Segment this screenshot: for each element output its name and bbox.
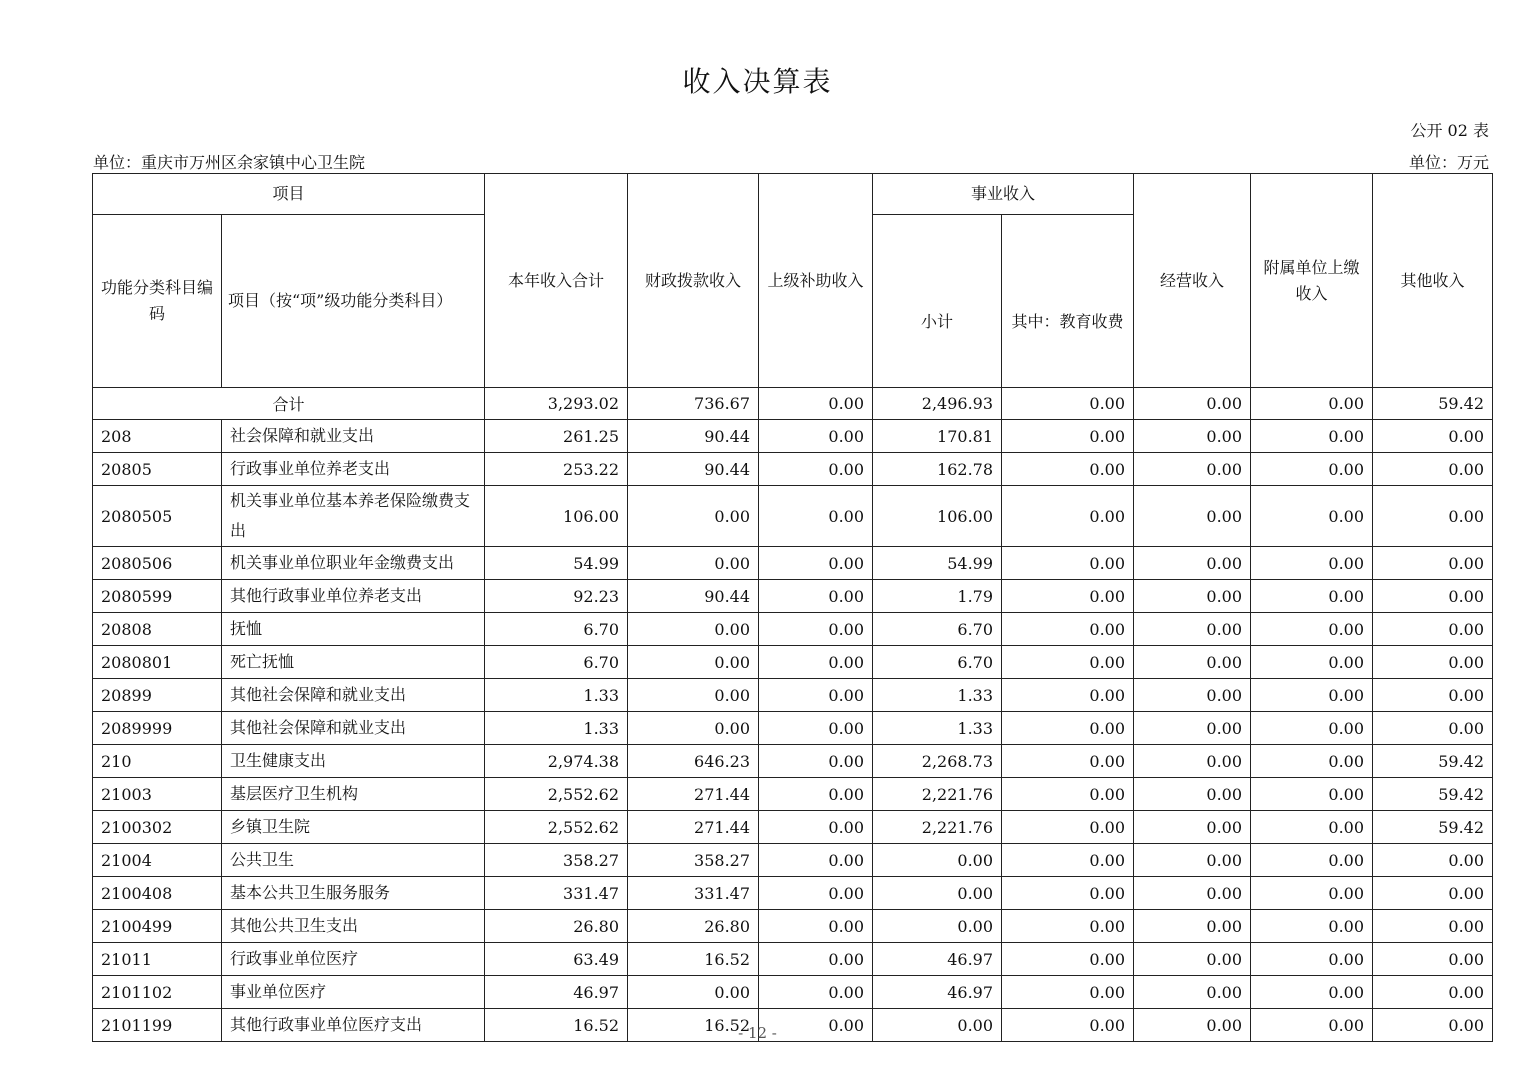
row-value: 271.44 <box>628 778 759 811</box>
row-code: 2080505 <box>93 486 222 547</box>
header-affiliated-income: 附属单位上缴收入 <box>1251 174 1373 388</box>
row-value: 0.00 <box>1002 910 1134 943</box>
row-value: 54.99 <box>485 547 628 580</box>
row-value: 0.00 <box>1002 943 1134 976</box>
form-number: 公开 02 表 <box>1410 121 1489 140</box>
table-row <box>93 486 1493 547</box>
total-cell: 3,293.02 <box>485 388 628 420</box>
header-subtotal: 小计 <box>873 215 1002 388</box>
row-value: 0.00 <box>1134 712 1251 745</box>
header-operating-income: 经营收入 <box>1134 174 1251 388</box>
row-value: 0.00 <box>1251 453 1373 486</box>
row-code: 20808 <box>93 613 222 646</box>
row-value: 1.33 <box>485 712 628 745</box>
total-cell: 0.00 <box>759 388 873 420</box>
row-value: 0.00 <box>1134 613 1251 646</box>
header-business-income: 事业收入 <box>873 174 1134 215</box>
row-name: 行政事业单位养老支出 <box>222 453 485 486</box>
total-cell: 736.67 <box>628 388 759 420</box>
row-value: 0.00 <box>1251 712 1373 745</box>
table-row <box>93 547 1493 580</box>
row-value: 0.00 <box>1373 453 1493 486</box>
row-value: 0.00 <box>873 1009 1002 1042</box>
row-value: 0.00 <box>1002 811 1134 844</box>
row-value: 0.00 <box>628 646 759 679</box>
row-value: 1.79 <box>873 580 1002 613</box>
row-name: 其他行政事业单位养老支出 <box>222 580 485 613</box>
row-name: 基本公共卫生服务服务 <box>222 877 485 910</box>
row-value: 0.00 <box>1251 910 1373 943</box>
total-cell: 2,496.93 <box>873 388 1002 420</box>
row-value: 0.00 <box>759 646 873 679</box>
row-code: 2080801 <box>93 646 222 679</box>
row-value: 0.00 <box>1251 646 1373 679</box>
table-row <box>93 778 1493 811</box>
table-row <box>93 976 1493 1009</box>
row-value: 0.00 <box>628 486 759 547</box>
row-value: 0.00 <box>1373 910 1493 943</box>
row-value: 90.44 <box>628 453 759 486</box>
row-value: 0.00 <box>1251 844 1373 877</box>
row-value: 0.00 <box>1373 580 1493 613</box>
row-value: 0.00 <box>1134 547 1251 580</box>
row-value: 46.97 <box>873 976 1002 1009</box>
row-value: 106.00 <box>485 486 628 547</box>
row-value: 0.00 <box>1002 976 1134 1009</box>
total-cell: 59.42 <box>1373 388 1493 420</box>
row-code: 2089999 <box>93 712 222 745</box>
row-value: 0.00 <box>1251 486 1373 547</box>
row-value: 0.00 <box>1251 1009 1373 1042</box>
row-value: 6.70 <box>485 646 628 679</box>
page-number: - 12 - <box>738 1024 777 1042</box>
table-body <box>93 420 1493 1042</box>
row-code: 2080506 <box>93 547 222 580</box>
table-row <box>93 580 1493 613</box>
header-row-1 <box>93 174 1493 215</box>
total-cell: 0.00 <box>1002 388 1134 420</box>
row-value: 0.00 <box>1251 547 1373 580</box>
row-value: 0.00 <box>873 910 1002 943</box>
header-item-name: 项目（按“项”级功能分类科目） <box>222 215 485 388</box>
row-value: 0.00 <box>1251 943 1373 976</box>
row-value: 331.47 <box>485 877 628 910</box>
table-row <box>93 613 1493 646</box>
table-row <box>93 646 1493 679</box>
row-value: 0.00 <box>1134 420 1251 453</box>
row-value: 0.00 <box>759 778 873 811</box>
row-value: 1.33 <box>873 712 1002 745</box>
row-value: 0.00 <box>1251 613 1373 646</box>
row-value: 0.00 <box>1134 646 1251 679</box>
row-value: 0.00 <box>1373 679 1493 712</box>
row-value: 0.00 <box>1134 679 1251 712</box>
row-value: 0.00 <box>759 486 873 547</box>
row-value: 0.00 <box>759 679 873 712</box>
row-value: 59.42 <box>1373 811 1493 844</box>
row-value: 6.70 <box>873 613 1002 646</box>
row-value: 0.00 <box>1251 580 1373 613</box>
row-name: 其他公共卫生支出 <box>222 910 485 943</box>
table-row <box>93 811 1493 844</box>
row-code: 21011 <box>93 943 222 976</box>
row-value: 0.00 <box>759 976 873 1009</box>
row-value: 0.00 <box>628 613 759 646</box>
row-name: 死亡抚恤 <box>222 646 485 679</box>
row-value: 261.25 <box>485 420 628 453</box>
row-value: 0.00 <box>1251 420 1373 453</box>
row-value: 0.00 <box>1251 745 1373 778</box>
row-value: 0.00 <box>759 547 873 580</box>
row-name: 机关事业单位职业年金缴费支出 <box>222 547 485 580</box>
row-name: 乡镇卫生院 <box>222 811 485 844</box>
row-value: 0.00 <box>759 910 873 943</box>
row-name: 其他社会保障和就业支出 <box>222 712 485 745</box>
row-code: 2101199 <box>93 1009 222 1042</box>
row-value: 0.00 <box>1251 976 1373 1009</box>
row-code: 208 <box>93 420 222 453</box>
row-value: 358.27 <box>628 844 759 877</box>
row-value: 59.42 <box>1373 745 1493 778</box>
row-name: 机关事业单位基本养老保险缴费支出 <box>222 486 485 547</box>
row-name: 基层医疗卫生机构 <box>222 778 485 811</box>
row-value: 0.00 <box>759 580 873 613</box>
row-value: 0.00 <box>759 453 873 486</box>
row-value: 0.00 <box>1002 712 1134 745</box>
row-value: 0.00 <box>1002 844 1134 877</box>
row-value: 0.00 <box>1134 1009 1251 1042</box>
row-code: 2101102 <box>93 976 222 1009</box>
row-value: 0.00 <box>873 844 1002 877</box>
table-row <box>93 745 1493 778</box>
row-value: 0.00 <box>1373 486 1493 547</box>
total-cell: 0.00 <box>1134 388 1251 420</box>
header-upper-subsidy: 上级补助收入 <box>759 174 873 388</box>
row-code: 20899 <box>93 679 222 712</box>
table-row <box>93 877 1493 910</box>
row-value: 0.00 <box>1002 1009 1134 1042</box>
row-value: 0.00 <box>759 1009 873 1042</box>
row-value: 0.00 <box>1134 943 1251 976</box>
row-code: 2080599 <box>93 580 222 613</box>
row-value: 59.42 <box>1373 778 1493 811</box>
row-value: 2,221.76 <box>873 778 1002 811</box>
row-value: 2,974.38 <box>485 745 628 778</box>
row-value: 0.00 <box>1373 547 1493 580</box>
row-value: 92.23 <box>485 580 628 613</box>
row-value: 0.00 <box>759 712 873 745</box>
row-value: 2,268.73 <box>873 745 1002 778</box>
header-other-income: 其他收入 <box>1373 174 1493 388</box>
row-value: 6.70 <box>873 646 1002 679</box>
row-value: 0.00 <box>1002 453 1134 486</box>
row-value: 0.00 <box>1373 844 1493 877</box>
row-value: 0.00 <box>1002 877 1134 910</box>
table-row <box>93 420 1493 453</box>
row-name: 事业单位医疗 <box>222 976 485 1009</box>
row-value: 0.00 <box>1002 646 1134 679</box>
row-value: 0.00 <box>873 877 1002 910</box>
row-value: 0.00 <box>1373 976 1493 1009</box>
row-value: 0.00 <box>628 712 759 745</box>
row-name: 社会保障和就业支出 <box>222 420 485 453</box>
row-value: 26.80 <box>485 910 628 943</box>
row-name: 卫生健康支出 <box>222 745 485 778</box>
row-value: 0.00 <box>1002 547 1134 580</box>
header-function-code: 功能分类科目编码 <box>93 215 222 388</box>
total-cell: 0.00 <box>1251 388 1373 420</box>
row-name: 抚恤 <box>222 613 485 646</box>
currency-unit: 单位：万元 <box>1408 153 1489 172</box>
row-value: 0.00 <box>1251 778 1373 811</box>
row-value: 0.00 <box>1002 679 1134 712</box>
row-value: 170.81 <box>873 420 1002 453</box>
row-value: 0.00 <box>1373 613 1493 646</box>
row-code: 20805 <box>93 453 222 486</box>
row-value: 16.52 <box>485 1009 628 1042</box>
row-value: 106.00 <box>873 486 1002 547</box>
row-value: 63.49 <box>485 943 628 976</box>
row-value: 16.52 <box>628 1009 759 1042</box>
row-value: 0.00 <box>1134 745 1251 778</box>
row-value: 2,552.62 <box>485 778 628 811</box>
row-value: 0.00 <box>1134 580 1251 613</box>
income-statement-table <box>92 173 1493 1042</box>
row-value: 0.00 <box>1134 778 1251 811</box>
row-value: 90.44 <box>628 580 759 613</box>
header-project: 项目 <box>93 174 485 215</box>
row-value: 646.23 <box>628 745 759 778</box>
row-name: 其他行政事业单位医疗支出 <box>222 1009 485 1042</box>
row-value: 0.00 <box>1373 712 1493 745</box>
row-value: 0.00 <box>1251 679 1373 712</box>
row-code: 2100408 <box>93 877 222 910</box>
row-name: 行政事业单位医疗 <box>222 943 485 976</box>
row-value: 0.00 <box>1134 453 1251 486</box>
row-value: 0.00 <box>1002 580 1134 613</box>
row-code: 210 <box>93 745 222 778</box>
row-value: 0.00 <box>1134 811 1251 844</box>
row-value: 0.00 <box>1134 976 1251 1009</box>
row-value: 358.27 <box>485 844 628 877</box>
row-value: 0.00 <box>1002 778 1134 811</box>
row-value: 0.00 <box>628 547 759 580</box>
row-value: 271.44 <box>628 811 759 844</box>
row-value: 0.00 <box>1002 613 1134 646</box>
row-value: 46.97 <box>485 976 628 1009</box>
row-value: 6.70 <box>485 613 628 646</box>
row-value: 0.00 <box>628 976 759 1009</box>
row-value: 26.80 <box>628 910 759 943</box>
row-value: 0.00 <box>759 844 873 877</box>
row-value: 1.33 <box>873 679 1002 712</box>
reporting-unit: 单位：重庆市万州区余家镇中心卫生院 <box>93 153 366 172</box>
total-label: 合计 <box>93 388 485 420</box>
row-value: 0.00 <box>759 613 873 646</box>
row-value: 2,552.62 <box>485 811 628 844</box>
table-row <box>93 453 1493 486</box>
row-value: 0.00 <box>1373 943 1493 976</box>
row-code: 21004 <box>93 844 222 877</box>
total-row <box>93 388 1493 420</box>
table-row <box>93 844 1493 877</box>
row-value: 0.00 <box>1373 877 1493 910</box>
row-value: 0.00 <box>1002 420 1134 453</box>
row-value: 90.44 <box>628 420 759 453</box>
row-value: 162.78 <box>873 453 1002 486</box>
row-name: 其他社会保障和就业支出 <box>222 679 485 712</box>
row-value: 0.00 <box>759 420 873 453</box>
table-row <box>93 679 1493 712</box>
table-row <box>93 712 1493 745</box>
row-value: 0.00 <box>628 679 759 712</box>
row-code: 2100302 <box>93 811 222 844</box>
table-row <box>93 943 1493 976</box>
row-value: 0.00 <box>1251 811 1373 844</box>
row-value: 0.00 <box>1002 486 1134 547</box>
row-value: 0.00 <box>759 745 873 778</box>
row-value: 0.00 <box>1134 844 1251 877</box>
header-fiscal-appropriation: 财政拨款收入 <box>628 174 759 388</box>
row-value: 0.00 <box>1251 877 1373 910</box>
row-value: 0.00 <box>759 877 873 910</box>
row-value: 0.00 <box>1373 1009 1493 1042</box>
header-education-fee: 其中：教育收费 <box>1002 215 1134 388</box>
row-value: 2,221.76 <box>873 811 1002 844</box>
row-code: 21003 <box>93 778 222 811</box>
row-value: 331.47 <box>628 877 759 910</box>
row-code: 2100499 <box>93 910 222 943</box>
row-value: 0.00 <box>1134 910 1251 943</box>
row-value: 0.00 <box>1002 745 1134 778</box>
row-value: 0.00 <box>1373 420 1493 453</box>
row-value: 0.00 <box>1373 646 1493 679</box>
row-value: 0.00 <box>759 943 873 976</box>
page-title: 收入决算表 <box>682 65 833 98</box>
row-value: 1.33 <box>485 679 628 712</box>
row-name: 公共卫生 <box>222 844 485 877</box>
row-value: 54.99 <box>873 547 1002 580</box>
row-value: 16.52 <box>628 943 759 976</box>
row-value: 253.22 <box>485 453 628 486</box>
row-value: 0.00 <box>1134 486 1251 547</box>
table-row <box>93 910 1493 943</box>
header-total-income: 本年收入合计 <box>485 174 628 388</box>
row-value: 0.00 <box>1134 877 1251 910</box>
row-value: 0.00 <box>759 811 873 844</box>
row-value: 46.97 <box>873 943 1002 976</box>
